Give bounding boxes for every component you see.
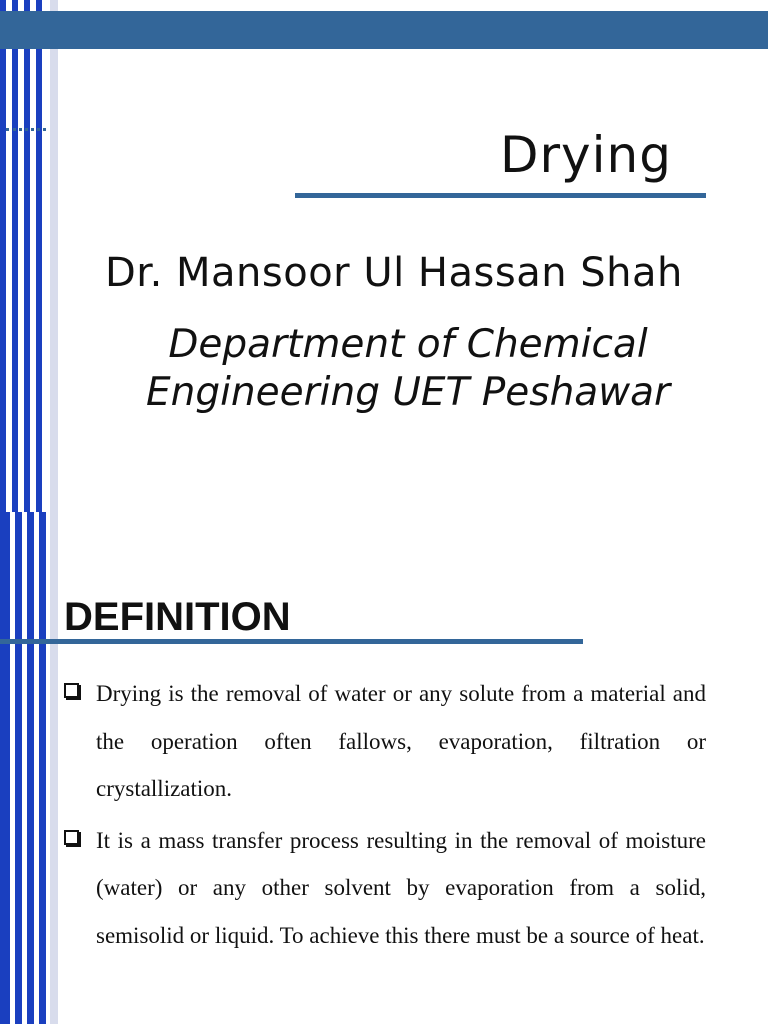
author-name: Dr. Mansoor Ul Hassan Shah xyxy=(105,250,683,296)
top-banner-bar xyxy=(0,11,768,49)
list-item xyxy=(64,817,706,960)
decorative-stripes xyxy=(0,512,58,1024)
heading-underline xyxy=(0,639,583,644)
checkbox-bullet-icon xyxy=(64,683,79,698)
bullet-text: Drying is the removal of water or any solute from a material and the operation often fallows, evaporation, filtration or crystallization. xyxy=(96,681,706,801)
checkbox-bullet-icon xyxy=(64,830,79,845)
department-name: Department of Chemical Engineering UET Peshawar xyxy=(145,322,671,415)
title-underline xyxy=(295,193,706,198)
section-heading: DEFINITION xyxy=(64,595,291,639)
list-item xyxy=(64,670,706,813)
bullet-text: It is a mass transfer process resulting in the removal of moisture (water) or any other solvent by evaporation from a solid, semisolid or liquid. To achieve this there must be a source of heat. xyxy=(96,827,706,948)
dotted-divider xyxy=(6,128,46,131)
definition-list xyxy=(64,670,706,963)
slide-title: Drying xyxy=(500,126,672,184)
decorative-stripes xyxy=(0,0,58,512)
definition-slide xyxy=(0,512,768,1024)
